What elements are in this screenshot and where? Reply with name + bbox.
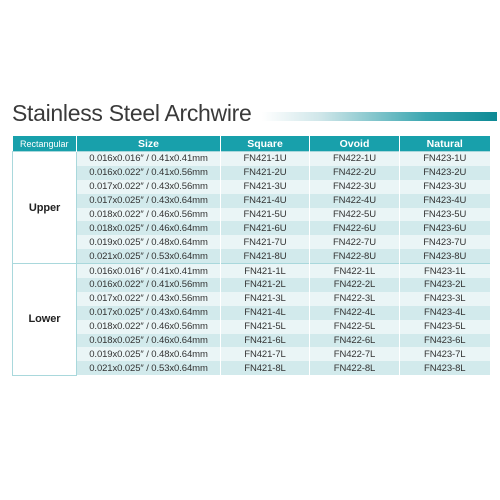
cell-square: FN421-7L: [221, 347, 310, 361]
cell-square: FN421-3U: [221, 180, 310, 194]
cell-square: FN421-4L: [221, 306, 310, 320]
cell-natural: FN423-5L: [400, 320, 490, 334]
cell-size: 0.016x0.016″ / 0.41x0.41mm: [77, 264, 221, 278]
cell-natural: FN423-6U: [400, 221, 490, 235]
title-row: [12, 100, 490, 130]
cell-square: FN421-1U: [221, 152, 310, 166]
cell-size: 0.018x0.025″ / 0.46x0.64mm: [77, 334, 221, 348]
table-row: [13, 221, 490, 235]
cell-square: FN421-2U: [221, 166, 310, 180]
header-natural: Natural: [400, 136, 490, 152]
cell-natural: FN423-4L: [400, 306, 490, 320]
cell-size: 0.021x0.025″ / 0.53x0.64mm: [77, 361, 221, 375]
cell-size: 0.016x0.022″ / 0.41x0.56mm: [77, 278, 221, 292]
header-square: Square: [221, 136, 310, 152]
cell-natural: FN423-8L: [400, 361, 490, 375]
cell-natural: FN423-7U: [400, 235, 490, 249]
header-ovoid: Ovoid: [310, 136, 400, 152]
table-row: [13, 278, 490, 292]
table-row: [13, 306, 490, 320]
cell-size: 0.021x0.025″ / 0.53x0.64mm: [77, 249, 221, 263]
cell-ovoid: FN422-3L: [310, 292, 400, 306]
cell-natural: FN423-1L: [400, 264, 490, 278]
cell-size: 0.018x0.022″ / 0.46x0.56mm: [77, 208, 221, 222]
cell-ovoid: FN422-1L: [310, 264, 400, 278]
cell-natural: FN423-8U: [400, 249, 490, 263]
cell-size: 0.018x0.025″ / 0.46x0.64mm: [77, 221, 221, 235]
table-row: [13, 208, 490, 222]
table-row: [13, 249, 490, 263]
cell-natural: FN423-2L: [400, 278, 490, 292]
cell-natural: FN423-2U: [400, 166, 490, 180]
cell-natural: FN423-6L: [400, 334, 490, 348]
cell-square: FN421-8U: [221, 249, 310, 263]
table-body: [13, 152, 490, 376]
cell-size: 0.017x0.025″ / 0.43x0.64mm: [77, 194, 221, 208]
cell-size: 0.019x0.025″ / 0.48x0.64mm: [77, 347, 221, 361]
cell-ovoid: FN422-6U: [310, 221, 400, 235]
cell-size: 0.016x0.016″ / 0.41x0.41mm: [77, 152, 221, 166]
group-label: Lower: [13, 264, 77, 376]
cell-ovoid: FN422-5U: [310, 208, 400, 222]
cell-ovoid: FN422-4U: [310, 194, 400, 208]
cell-square: FN421-6U: [221, 221, 310, 235]
table-row: [13, 235, 490, 249]
cell-ovoid: FN422-1U: [310, 152, 400, 166]
cell-square: FN421-3L: [221, 292, 310, 306]
cell-square: FN421-5L: [221, 320, 310, 334]
table-row: [13, 166, 490, 180]
table-row: [13, 180, 490, 194]
cell-square: FN421-6L: [221, 334, 310, 348]
cell-ovoid: FN422-8U: [310, 249, 400, 263]
cell-ovoid: FN422-7U: [310, 235, 400, 249]
cell-ovoid: FN422-3U: [310, 180, 400, 194]
archwire-spec-table: [12, 136, 490, 376]
cell-size: 0.019x0.025″ / 0.48x0.64mm: [77, 235, 221, 249]
cell-size: 0.017x0.022″ / 0.43x0.56mm: [77, 292, 221, 306]
cell-natural: FN423-1U: [400, 152, 490, 166]
page-title: Stainless Steel Archwire: [12, 100, 252, 126]
table-row: [13, 320, 490, 334]
cell-ovoid: FN422-5L: [310, 320, 400, 334]
cell-size: 0.017x0.022″ / 0.43x0.56mm: [77, 180, 221, 194]
table-row: [13, 334, 490, 348]
cell-ovoid: FN422-2L: [310, 278, 400, 292]
group-label: Upper: [13, 152, 77, 264]
cell-square: FN421-7U: [221, 235, 310, 249]
table-row: [13, 264, 490, 278]
cell-natural: FN423-7L: [400, 347, 490, 361]
cell-natural: FN423-5U: [400, 208, 490, 222]
cell-size: 0.016x0.022″ / 0.41x0.56mm: [77, 166, 221, 180]
table-row: [13, 152, 490, 166]
table-row: [13, 361, 490, 375]
cell-ovoid: FN422-7L: [310, 347, 400, 361]
cell-natural: FN423-4U: [400, 194, 490, 208]
cell-ovoid: FN422-6L: [310, 334, 400, 348]
cell-square: FN421-8L: [221, 361, 310, 375]
cell-size: 0.018x0.022″ / 0.46x0.56mm: [77, 320, 221, 334]
title-accent-bar: [262, 112, 497, 121]
cell-ovoid: FN422-2U: [310, 166, 400, 180]
cell-square: FN421-1L: [221, 264, 310, 278]
cell-size: 0.017x0.025″ / 0.43x0.64mm: [77, 306, 221, 320]
cell-square: FN421-5U: [221, 208, 310, 222]
cell-natural: FN423-3U: [400, 180, 490, 194]
header-rectangular: Rectangular: [13, 136, 77, 152]
cell-square: FN421-4U: [221, 194, 310, 208]
header-size: Size: [77, 136, 221, 152]
table-row: [13, 347, 490, 361]
cell-natural: FN423-3L: [400, 292, 490, 306]
cell-ovoid: FN422-4L: [310, 306, 400, 320]
table-row: [13, 194, 490, 208]
table-row: [13, 292, 490, 306]
table-header-row: [13, 136, 490, 152]
cell-square: FN421-2L: [221, 278, 310, 292]
cell-ovoid: FN422-8L: [310, 361, 400, 375]
